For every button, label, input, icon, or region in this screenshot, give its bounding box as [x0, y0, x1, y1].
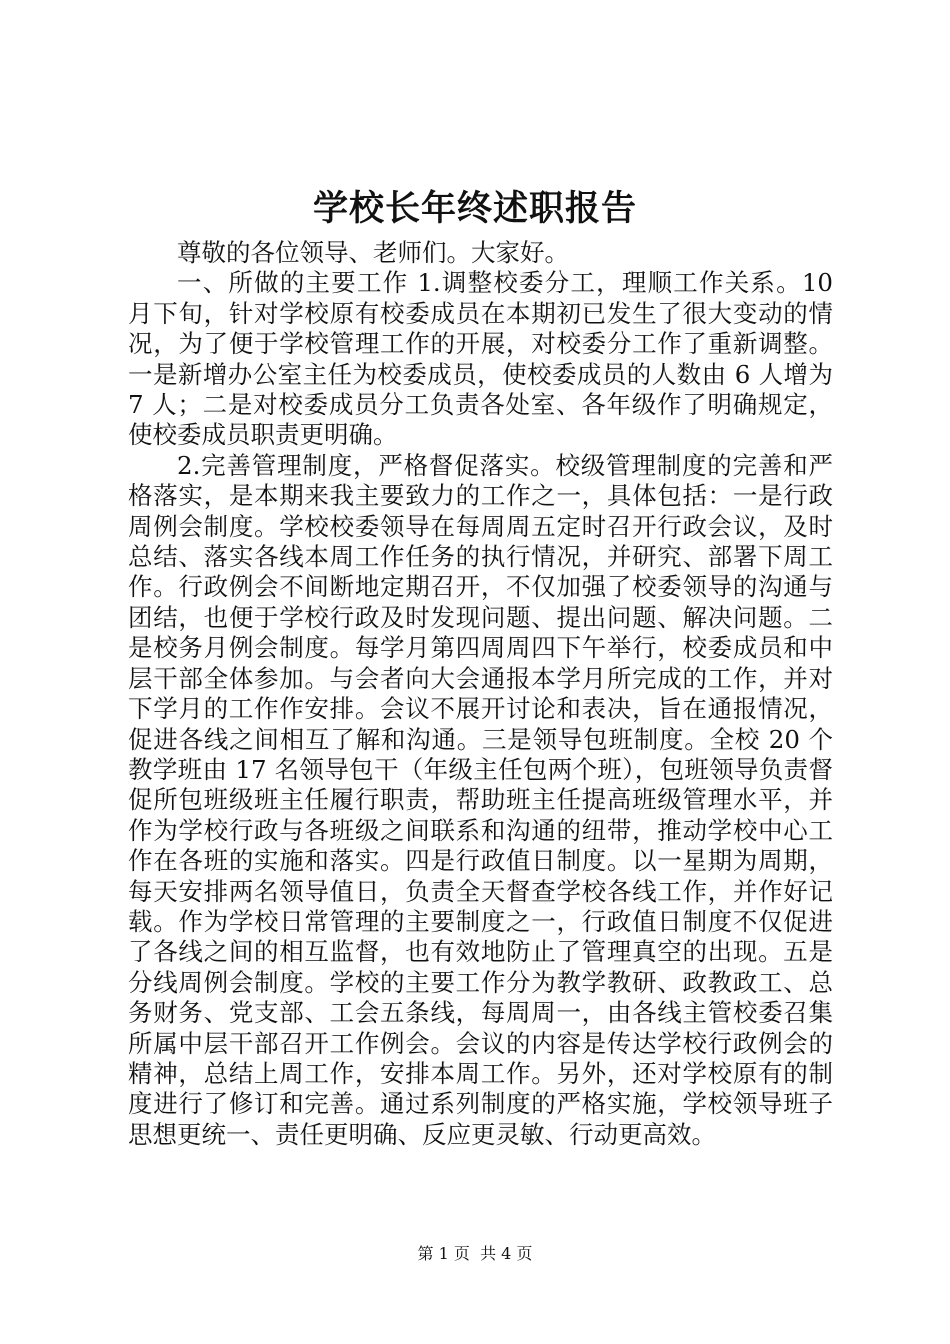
work-section-paragraph: 一、所做的主要工作 1.调整校委分工，理顺工作关系。10 月下旬，针对学校原有校委成员在本期初已发生了很大变动的情况，为了便于学校管理工作的开展，对校委分工作了重新调整。一是新增办公室主任为校委成员，使校委成员的人数由 6 人增为 7 人；二是对校委成员分工负责各处室、各年级作了明确规定，使校委成员职责更明确。: [128, 268, 833, 450]
page-number-indicator: 第 1 页 共 4 页: [417, 1244, 533, 1263]
document-title: 学校长年终述职报告: [312, 188, 637, 229]
document-body: [128, 238, 833, 1150]
greeting-paragraph: 尊敬的各位领导、老师们。大家好。: [177, 238, 569, 267]
page-footer: [0, 1243, 950, 1265]
management-system-paragraph: 2.完善管理制度，严格督促落实。校级管理制度的完善和严格落实，是本期来我主要致力的工作之一，具体包括：一是行政周例会制度。学校校委领导在每周周五定时召开行政会议，及时总结、落实各线本周工作任务的执行情况，并研究、部署下周工作。行政例会不间断地定期召开，不仅加强了校委领导的沟通与团结，也便于学校行政及时发现问题、提出问题、解决问题。二是校务月例会制度。每学月第四周周四下午举行，校委成员和中层干部全体参加。与会者向大会通报本学月所完成的工作，并对下学月的工作作安排。会议不展开讨论和表决，旨在通报情况，促进各线之间相互了解和沟通。三是领导包班制度。全校 20 个教学班由 17 名领导包干（年级主任包两个班），包班领导负责督促所包班级班主任履行职责，帮助班主任提高班级管理水平，并作为学校行政与各班级之间联系和沟通的纽带，推动学校中心工作在各班的实施和落实。四是行政值日制度。以一星期为周期，每天安排两名领导值日，负责全天督查学校各线工作，并作好记载。作为学校日常管理的主要制度之一，行政值日制度不仅促进了各线之间的相互监督，也有效地防止了管理真空的出现。五是分线周例会制度。学校的主要工作分为教学教研、政教政工、总务财务、党支部、工会五条线，每周周一，由各线主管校委召集所属中层干部召开工作例会。会议的内容是传达学校行政例会的精神，总结上周工作，安排本周工作。另外，还对学校原有的制度进行了修订和完善。通过系列制度的严格实施，学校领导班子思想更统一、责任更明确、反应更灵敏、行动更高效。: [128, 450, 833, 1149]
